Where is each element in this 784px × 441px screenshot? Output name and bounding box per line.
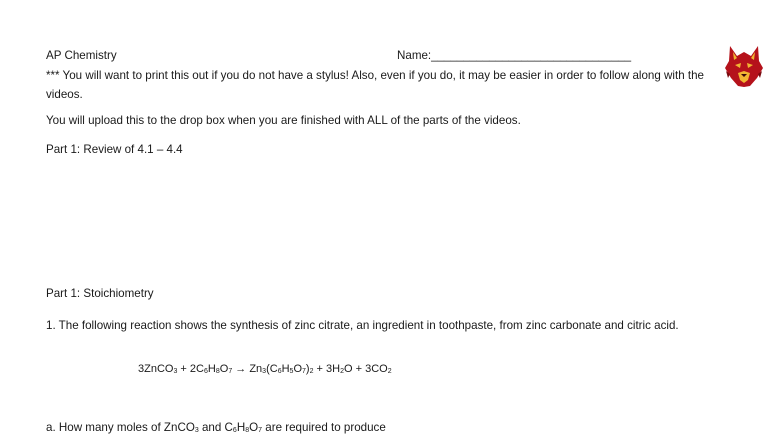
stylus-note: *** You will want to print this out if you do not have a stylus! Also, even if you do, it may be easier in order to follow along with the videos. <box>46 69 704 101</box>
name-field[interactable] <box>397 49 631 63</box>
chemical-equation: 3ZnCO$_3$ + $2C_6H_8O_7 \to Zn_3(C_6H_5O_7)_2 + 3H_2O + 3CO_2$ <box>138 363 392 375</box>
upload-note: You will upload this to the drop box when you are finished with ALL of the parts of the videos. <box>46 114 521 127</box>
course-title: AP Chemistry <box>46 49 117 62</box>
name-label: Name: <box>397 49 432 62</box>
question-1: 1. The following reaction shows the synthesis of zinc citrate, an ingredient in toothpaste, from zinc carbonate and citric acid. <box>46 319 679 332</box>
wolf-mascot-icon <box>724 44 764 88</box>
question-1a: a. How many moles of ZnCO$_3$ and $C_6H_8O_7$ are required to produce <box>46 421 386 434</box>
review-heading: Part 1: Review of 4.1 – 4.4 <box>46 143 183 156</box>
name-blank: _______________________________ <box>431 49 632 62</box>
stoichiometry-heading: Part 1: Stoichiometry <box>46 287 154 300</box>
